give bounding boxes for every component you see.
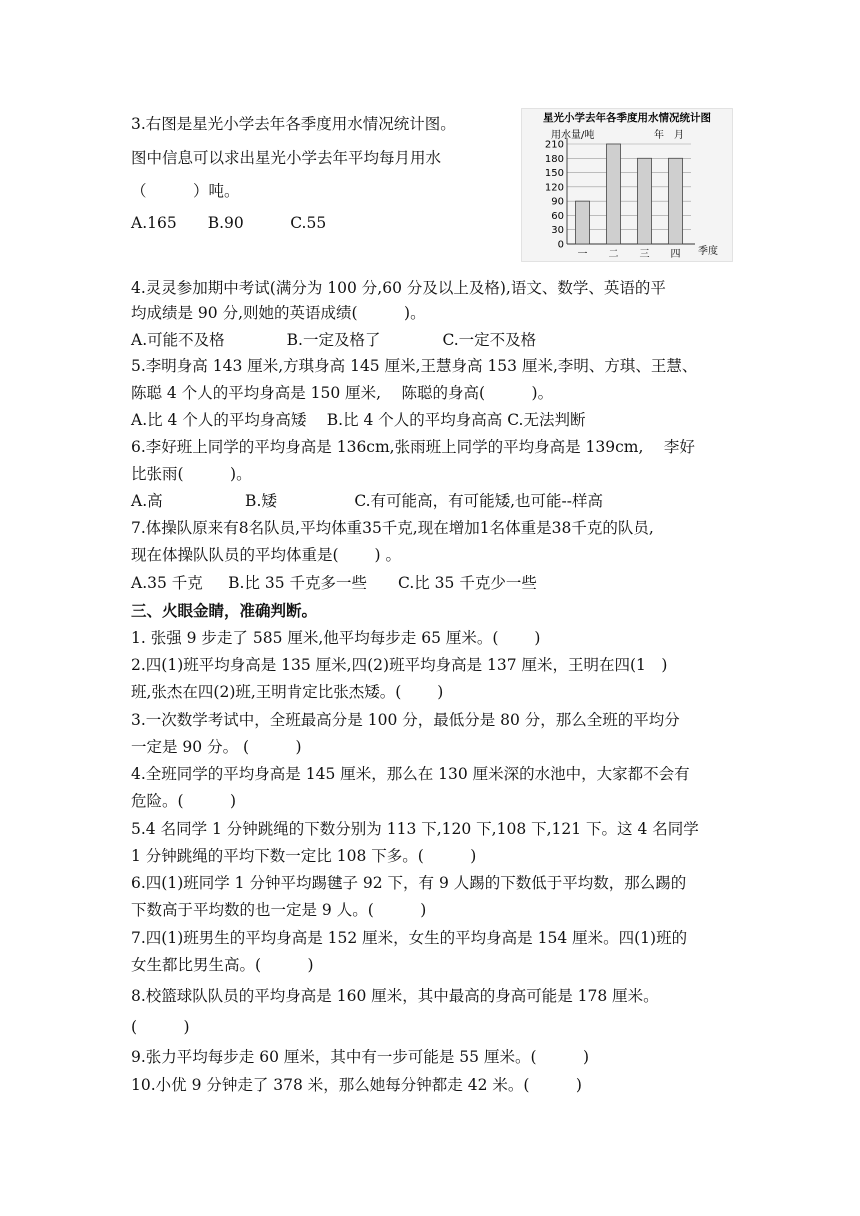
q4-line-1: 4.灵灵参加期中考试(满分为 100 分,60 分及以上及格),语文、数学、英语的平 xyxy=(131,279,666,297)
chart-ytick-label: 210 xyxy=(544,139,564,151)
q3-line-2: 图中信息可以求出星光小学去年平均每月用水 xyxy=(131,149,442,167)
chart-ytick-label: 180 xyxy=(544,153,564,165)
judge-item: ( ) xyxy=(131,1018,190,1036)
chart-category-label: 一 xyxy=(577,249,588,260)
chart-ytick-label: 30 xyxy=(551,225,564,237)
judge-item: 女生都比男生高。( ) xyxy=(131,956,314,974)
judge-item: 3.一次数学考试中，全班最高分是 100 分，最低分是 80 分，那么全班的平均分 xyxy=(131,711,680,729)
q6-line-2: 比张雨( )。 xyxy=(131,465,252,483)
chart-bar xyxy=(607,144,621,244)
judge-item: 9.张力平均每步走 60 厘米，其中有一步可能是 55 厘米。( ) xyxy=(131,1048,590,1066)
chart-bar xyxy=(669,158,683,244)
chart-category-label: 二 xyxy=(608,249,619,260)
chart-ylabel: 用水量/吨 xyxy=(551,130,595,141)
q6-line-1: 6.李好班上同学的平均身高是 136cm,张雨班上同学的平均身高是 139cm, 李好 xyxy=(131,438,695,456)
q4-line-2: 均成绩是 90 分,则她的英语成绩( )。 xyxy=(131,304,426,322)
chart-ytick-label: 0 xyxy=(557,239,564,251)
chart-category-label: 四 xyxy=(670,249,681,260)
q3-line-1: 3.右图是星光小学去年各季度用水情况统计图。 xyxy=(131,115,456,133)
q5-line-2: 陈聪 4 个人的平均身高是 150 厘米, 陈聪的身高( )。 xyxy=(131,384,554,402)
judge-item: 5.4 名同学 1 分钟跳绳的下数分别为 113 下,120 下,108 下,121 下。这 4 名同学 xyxy=(131,820,699,838)
judge-item: 8.校篮球队队员的平均身高是 160 厘米，其中最高的身高可能是 178 厘米。 xyxy=(131,987,659,1005)
q4-options: A.可能不及格 B.一定及格了 C.一定不及格 xyxy=(131,331,537,349)
chart-bar xyxy=(638,158,652,244)
q6-options: A.高 B.矮 C.有可能高，有可能矮,也可能--样高 xyxy=(131,492,604,510)
q3-line-3: （ ）吨。 xyxy=(131,182,240,200)
section-3-heading: 三、火眼金睛，准确判断。 xyxy=(131,602,318,620)
q5-options: A.比 4 个人的平均身高矮 B.比 4 个人的平均身高高 C.无法判断 xyxy=(131,411,586,429)
judge-item: 1 分钟跳绳的平均下数一定比 108 下多。( ) xyxy=(131,847,477,865)
chart-ytick-label: 120 xyxy=(544,182,564,194)
judge-item: 2.四(1)班平均身高是 135 厘米,四(2)班平均身高是 137 厘米，王明在四(1 ) xyxy=(131,656,668,674)
water-usage-chart-svg xyxy=(521,108,733,262)
chart-title: 星光小学去年各季度用水情况统计图 xyxy=(543,112,711,124)
judge-item: 6.四(1)班同学 1 分钟平均踢毽子 92 下，有 9 人踢的下数低于平均数，那么踢的 xyxy=(131,874,687,892)
judge-item: 7.四(1)班男生的平均身高是 152 厘米，女生的平均身高是 154 厘米。四(1)班的 xyxy=(131,929,688,947)
chart-xlabel: 季度 xyxy=(698,246,718,257)
q7-options: A.35 千克 B.比 35 千克多一些 C.比 35 千克少一些 xyxy=(131,574,537,592)
chart-bar xyxy=(576,201,590,244)
chart-category-label: 三 xyxy=(639,249,650,260)
chart-ytick-label: 150 xyxy=(544,168,564,180)
water-usage-chart xyxy=(521,108,733,262)
judge-item: 4.全班同学的平均身高是 145 厘米，那么在 130 厘米深的水池中，大家都不会有 xyxy=(131,765,690,783)
q3-options: A.165 B.90 C.55 xyxy=(131,214,327,232)
chart-ytick-label: 90 xyxy=(551,196,564,208)
judge-item: 1. 张强 9 步走了 585 厘米,他平均每步走 65 厘米。( ) xyxy=(131,629,541,647)
q5-line-1: 5.李明身高 143 厘米,方琪身高 145 厘米,王慧身高 153 厘米,李明、方琪、王慧、 xyxy=(131,357,698,375)
judge-item: 危险。( ) xyxy=(131,792,237,810)
q7-line-2: 现在体操队队员的平均体重是( ) 。 xyxy=(131,546,401,564)
judge-item: 10.小优 9 分钟走了 378 米，那么她每分钟都走 42 米。( ) xyxy=(131,1076,582,1094)
chart-date-note: 年 月 xyxy=(654,130,684,141)
judge-item: 一定是 90 分。 ( ) xyxy=(131,738,302,756)
q7-line-1: 7.体操队原来有8名队员,平均体重35千克,现在增加1名体重是38千克的队员, xyxy=(131,519,654,537)
judge-item: 班,张杰在四(2)班,王明肯定比张杰矮。( ) xyxy=(131,683,444,701)
chart-ytick-label: 60 xyxy=(551,210,564,222)
judge-item: 下数高于平均数的也一定是 9 人。( ) xyxy=(131,901,427,919)
